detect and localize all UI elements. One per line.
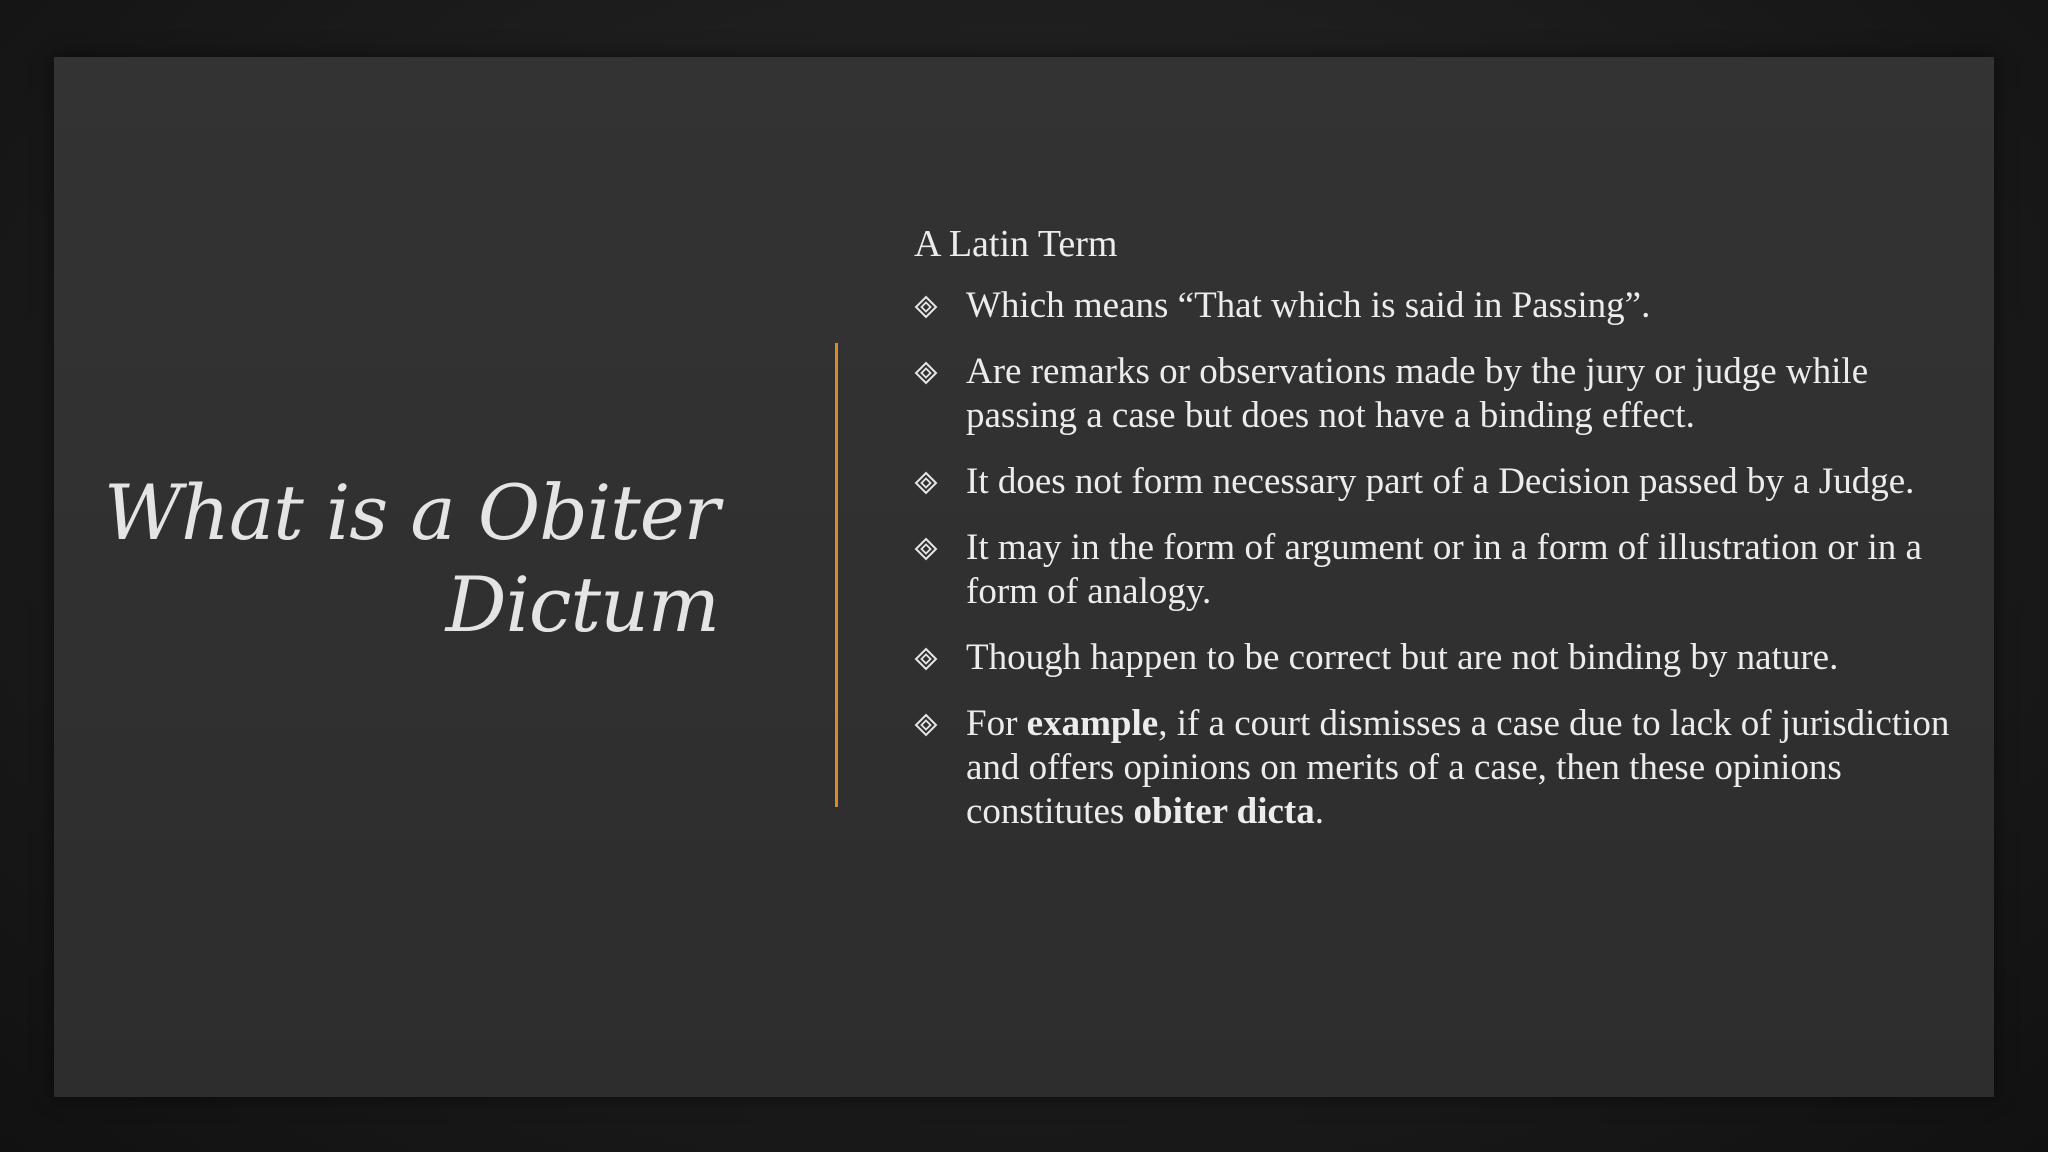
bullet-text-segment: It does not form necessary part of a Decision passed by a Judge. — [966, 461, 1915, 502]
bold-term: example — [1026, 703, 1159, 744]
bullet-item — [914, 526, 1954, 614]
bullet-item — [914, 636, 1954, 680]
bullet-list — [914, 284, 1954, 834]
bullet-text-segment: For — [966, 703, 1027, 744]
slide-content — [914, 222, 1954, 856]
bullet-item — [914, 350, 1954, 438]
bullet-text — [966, 284, 1954, 328]
slide-title-line-1: What is a Obiter — [103, 468, 719, 557]
bullet-text — [966, 350, 1954, 438]
bullet-text — [966, 526, 1954, 614]
slide — [54, 57, 1994, 1097]
bullet-text-segment: . — [1314, 791, 1324, 832]
bullet-text-segment: It may in the form of argument or in a form of illustration or in a form of analogy. — [966, 527, 1922, 612]
bullet-item — [914, 460, 1954, 504]
bullet-item — [914, 702, 1954, 834]
diamond-bullet-icon — [914, 526, 944, 570]
bullet-text-segment: Are remarks or observations made by the jury or judge while passing a case but does not have a binding effect. — [966, 351, 1869, 436]
diamond-bullet-icon — [914, 284, 944, 328]
bullet-text — [966, 702, 1954, 834]
accent-divider — [835, 343, 838, 807]
diamond-bullet-icon — [914, 350, 944, 394]
slide-title-line-2: Dictum — [445, 560, 719, 649]
bullet-item — [914, 284, 1954, 328]
bullet-text-segment: , if a court dismisses a case due to lack of jurisdiction and offers opinions on merits of a case, then these opinions constitutes — [966, 703, 1950, 832]
bullet-text-segment: Though happen to be correct but are not binding by nature. — [966, 637, 1839, 678]
bullet-text — [966, 460, 1954, 504]
bullet-text — [966, 636, 1954, 680]
intro-text: A Latin Term — [914, 223, 1118, 265]
bullet-text-segment: Which means “That which is said in Passing”. — [966, 285, 1651, 326]
diamond-bullet-icon — [914, 702, 944, 746]
diamond-bullet-icon — [914, 460, 944, 504]
bold-term: obiter dicta — [1133, 791, 1315, 832]
slide-title — [104, 467, 719, 651]
diamond-bullet-icon — [914, 636, 944, 680]
